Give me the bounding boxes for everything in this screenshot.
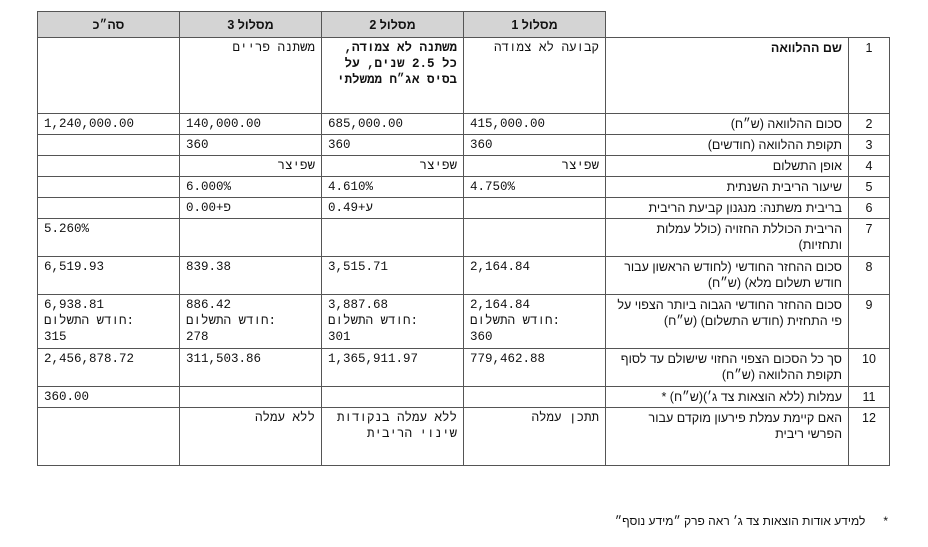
payment-month: 301 (328, 330, 351, 344)
cell-track-2: 685,000.00 (322, 114, 464, 135)
cell-total: 2,456,878.72 (38, 349, 180, 387)
table-row (38, 135, 890, 156)
loan-table (37, 11, 890, 466)
amount: 886.42 (186, 298, 232, 312)
payment-month-label: חודש התשלום: (44, 314, 135, 328)
table-row (38, 408, 890, 466)
footnote (615, 514, 888, 528)
cell-track-3: 311,503.86 (180, 349, 322, 387)
cell-total: 5.260% (38, 219, 180, 257)
row-label: הריבית הכוללת החזויה (כולל עמלות ותחזיות) (606, 219, 849, 257)
cell-track-3: פ+0.00 (180, 198, 322, 219)
cell-total (38, 156, 180, 177)
header-track-2: מסלול 2 (322, 12, 464, 38)
row-label: סכום ההחזר החודשי הגבוה ביותר הצפוי על פי התחזית (חודש התשלום) (ש״ח) (606, 295, 849, 349)
amount: 6,938.81 (44, 298, 105, 312)
row-number: 12 (849, 408, 890, 466)
amount: 3,887.68 (328, 298, 389, 312)
cell-track-2: ע+0.49 (322, 198, 464, 219)
payment-month: 360 (470, 330, 493, 344)
row-number: 4 (849, 156, 890, 177)
row-label: שם ההלוואה (606, 38, 849, 114)
cell-total: 360.00 (38, 387, 180, 408)
cell-track-1: 779,462.88 (464, 349, 606, 387)
cell-track-3: 140,000.00 (180, 114, 322, 135)
row-label: בריבית משתנה: מנגנון קביעת הריבית (606, 198, 849, 219)
cell-track-1: קבועה לא צמודה (464, 38, 606, 114)
header-total: סה״כ (38, 12, 180, 38)
cell-track-1: 2,164.84 (464, 257, 606, 295)
row-number: 1 (849, 38, 890, 114)
cell-track-1 (464, 219, 606, 257)
row-number: 5 (849, 177, 890, 198)
payment-month-label: חודש התשלום: (186, 314, 277, 328)
row-label: סכום ההחזר החודשי (לחודש הראשון עבור חודש תשלום מלא) (ש״ח) (606, 257, 849, 295)
table-row (38, 114, 890, 135)
cell-track-2 (322, 219, 464, 257)
cell-track-3: משתנה פריים (180, 38, 322, 114)
row-label: עמלות (ללא הוצאות צד ג׳)(ש״ח) * (606, 387, 849, 408)
table-row (38, 219, 890, 257)
row-number: 9 (849, 295, 890, 349)
table-row (38, 257, 890, 295)
header-row (38, 12, 890, 38)
table-row (38, 156, 890, 177)
cell-track-3 (180, 219, 322, 257)
cell-track-3: שפיצר (180, 156, 322, 177)
cell-total: 6,519.93 (38, 257, 180, 295)
header-blank (606, 12, 890, 38)
cell-track-2: 4.610% (322, 177, 464, 198)
row-number: 2 (849, 114, 890, 135)
row-number: 7 (849, 219, 890, 257)
cell-track-2 (322, 387, 464, 408)
cell-track-2 (322, 295, 464, 349)
cell-track-1: 415,000.00 (464, 114, 606, 135)
cell-track-1: 360 (464, 135, 606, 156)
cell-total: 1,240,000.00 (38, 114, 180, 135)
cell-track-3: 360 (180, 135, 322, 156)
cell-track-1 (464, 295, 606, 349)
cell-track-2: משתנה לא צמודה, כל 2.5 שנים, על בסיס אג״ח ממשלתי (322, 38, 464, 114)
cell-track-2: 360 (322, 135, 464, 156)
cell-total (38, 38, 180, 114)
payment-month-label: חודש התשלום: (328, 314, 419, 328)
table-row (38, 349, 890, 387)
cell-track-2: 1,365,911.97 (322, 349, 464, 387)
cell-track-1: שפיצר (464, 156, 606, 177)
row-label: האם קיימת עמלת פירעון מוקדם עבור הפרשי ריבית (606, 408, 849, 466)
cell-track-2: 3,515.71 (322, 257, 464, 295)
table-row (38, 387, 890, 408)
cell-total (38, 408, 180, 466)
row-number: 11 (849, 387, 890, 408)
payment-month-label: חודש התשלום: (470, 314, 561, 328)
cell-track-3: 6.000% (180, 177, 322, 198)
payment-month: 278 (186, 330, 209, 344)
row-number: 6 (849, 198, 890, 219)
row-label: אופן התשלום (606, 156, 849, 177)
cell-track-2: ללא עמלה בנקודות שינוי הריבית (322, 408, 464, 466)
cell-track-3: 839.38 (180, 257, 322, 295)
cell-track-3: ללא עמלה (180, 408, 322, 466)
cell-total (38, 198, 180, 219)
row-number: 8 (849, 257, 890, 295)
cell-track-1: תתכן עמלה (464, 408, 606, 466)
cell-total (38, 295, 180, 349)
header-track-1: מסלול 1 (464, 12, 606, 38)
row-label: סכום ההלוואה (ש״ח) (606, 114, 849, 135)
header-track-3: מסלול 3 (180, 12, 322, 38)
row-label: שיעור הריבית השנתית (606, 177, 849, 198)
cell-total (38, 135, 180, 156)
table-row (38, 295, 890, 349)
cell-total (38, 177, 180, 198)
cell-track-3 (180, 387, 322, 408)
cell-track-2: שפיצר (322, 156, 464, 177)
cell-track-3 (180, 295, 322, 349)
cell-track-1 (464, 387, 606, 408)
footnote-text: למידע אודות הוצאות צד ג׳ ראה פרק ״מידע נוסף״ (614, 514, 866, 528)
cell-track-1 (464, 198, 606, 219)
row-number: 3 (849, 135, 890, 156)
footnote-star: * (883, 514, 888, 528)
row-number: 10 (849, 349, 890, 387)
amount: 2,164.84 (470, 298, 531, 312)
table-row (38, 177, 890, 198)
row-label: תקופת ההלוואה (חודשים) (606, 135, 849, 156)
table-row (38, 198, 890, 219)
table-row (38, 38, 890, 114)
payment-month: 315 (44, 330, 67, 344)
cell-track-1: 4.750% (464, 177, 606, 198)
row-label: סך כל הסכום הצפוי החזוי שישולם עד לסוף תקופת ההלוואה (ש״ח) (606, 349, 849, 387)
